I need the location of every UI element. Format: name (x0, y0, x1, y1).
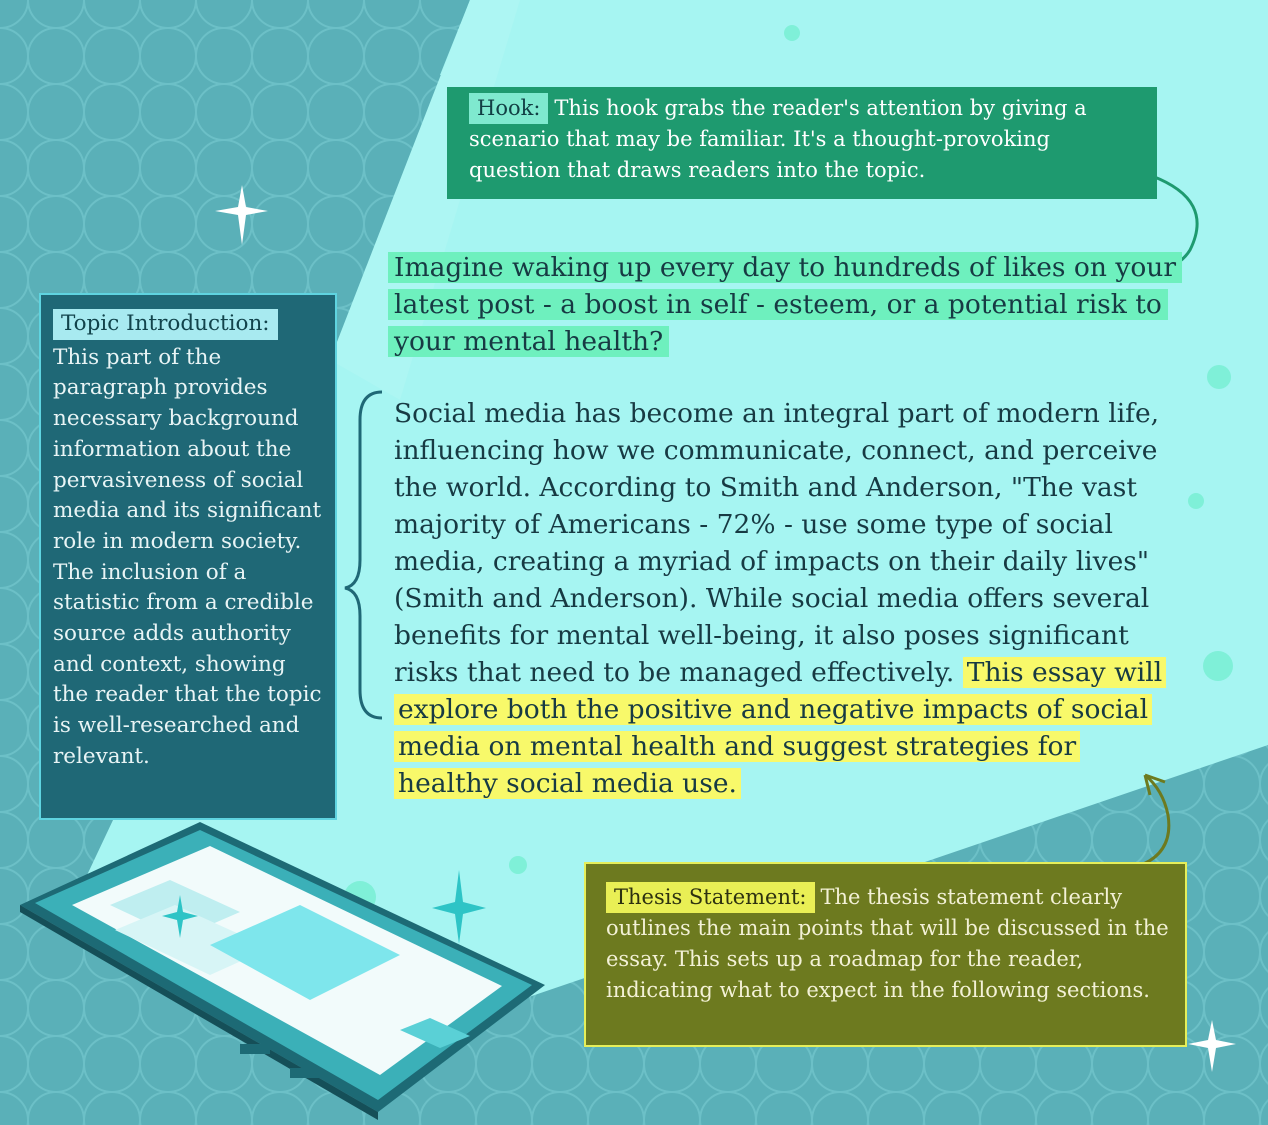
topic-introduction-label: Topic Introduction: (53, 309, 278, 340)
thesis-annotation (584, 862, 1187, 1047)
background-text: Social media has become an integral part of modern life, influencing how we communicate, connect, and perceive the world. According to Smith and Anderson, "The vast majority of Americans - 72% - use some type of social media, creating a myriad of impacts on their daily lives" (Smith and Anderson). While social media offers several benefits for mental well-being, it also poses significant risks that need to be managed effectively. (394, 398, 1160, 688)
topic-introduction-annotation (39, 293, 337, 820)
thesis-sentence: This essay will explore both the positive and negative impacts of social media on mental health and suggest strategies for healthy social media use. (394, 657, 1166, 799)
hook-annotation (447, 87, 1157, 199)
thesis-label: Thesis Statement: (606, 882, 815, 913)
thesis-description: The thesis statement clearly outlines the main points that will be discussed in the essay. This sets up a roadmap for the reader, indicating what to expect in the following sections. (606, 885, 1169, 1002)
hook-description: This hook grabs the reader's attention by giving a scenario that may be familiar. It's a thought-provoking question that draws readers into the topic. (469, 96, 1087, 182)
hook-sentence: Imagine waking up every day to hundreds of likes on your latest post - a boost in self - esteem, or a potential risk to your mental health? (388, 252, 1182, 357)
hook-label: Hook: (469, 93, 548, 124)
hook-sentence-block (388, 249, 1184, 360)
topic-introduction-description: This part of the paragraph provides necessary background information about the pervasiveness of social media and its significant role in modern society. The inclusion of a statistic from a credible source adds authority and context, showing the reader that the topic is well-researched and relevant. (53, 344, 322, 769)
paragraph-body (394, 395, 1184, 802)
